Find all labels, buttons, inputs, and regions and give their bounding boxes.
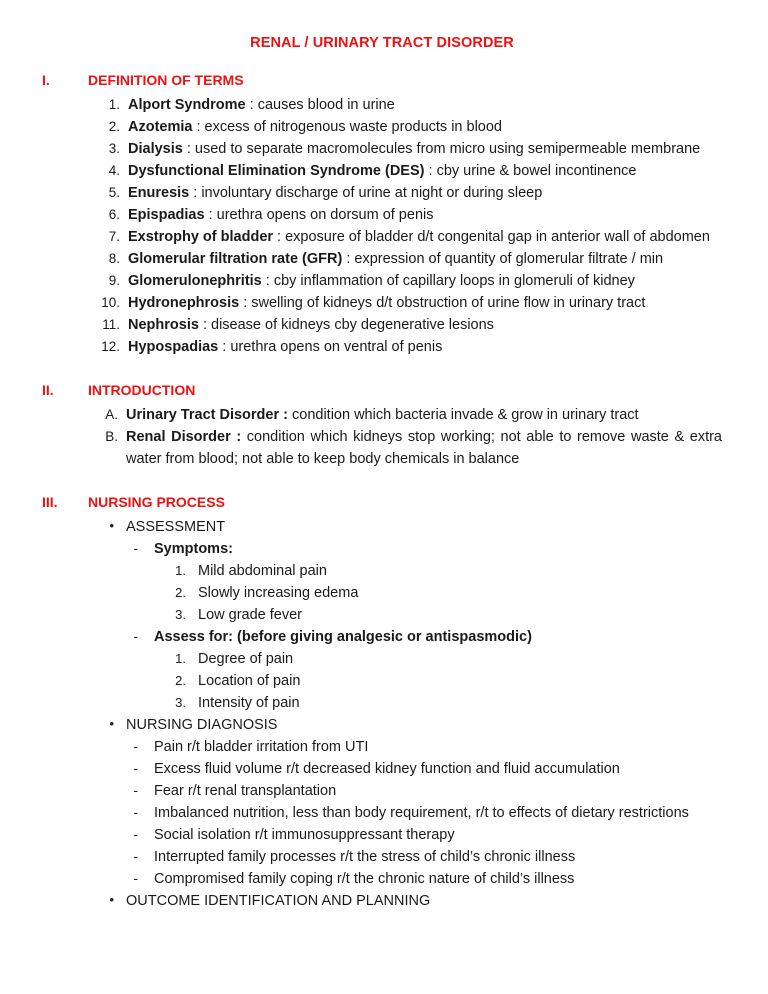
term-label: Nephrosis	[128, 317, 199, 334]
term-definition: : cby inflammation of capillary loops in glomeruli of kidney	[261, 273, 635, 290]
dash-item	[124, 824, 722, 846]
list-marker: 2.	[108, 118, 120, 134]
term-definition: : urethra opens on ventral of penis	[218, 339, 443, 356]
assessment-block	[92, 516, 722, 538]
list-item	[94, 248, 722, 270]
term-label: Alport Syndrome	[128, 96, 246, 113]
list-item-text	[128, 94, 722, 116]
list-item-text	[128, 138, 722, 160]
term-definition: : excess of nitrogenous waste products in blood	[192, 118, 502, 135]
list-marker: 3.	[108, 140, 120, 156]
section-nursing-process	[42, 492, 722, 912]
list-item-text	[126, 426, 722, 470]
list-item	[94, 116, 722, 138]
list-item	[94, 182, 722, 204]
list-item-text: Fear r/t renal transplantation	[154, 783, 337, 800]
list-item	[170, 582, 722, 604]
bullet-icon: •	[109, 892, 114, 908]
list-item	[94, 138, 722, 160]
list-item-text: Imbalanced nutrition, less than body requirement, r/t to effects of dietary restrictions	[154, 805, 689, 822]
list-marker: A.	[105, 406, 118, 422]
list-marker: 4.	[108, 162, 120, 178]
definition-terms-list	[94, 94, 722, 358]
nursing-diagnosis-block	[92, 714, 722, 736]
list-marker: 3.	[175, 694, 186, 710]
list-item	[94, 270, 722, 292]
section-number: II.	[42, 382, 54, 399]
list-item-text	[128, 182, 722, 204]
list-item-text	[128, 160, 722, 182]
list-item	[94, 226, 722, 248]
section-title: INTRODUCTION	[88, 382, 196, 399]
list-item	[94, 292, 722, 314]
dash-icon: -	[133, 827, 138, 843]
term-definition: condition which kidneys stop working; not able to remove waste & extra water from blood; not able to keep body chemicals in balance	[126, 428, 722, 467]
section-number: III.	[42, 493, 58, 510]
list-marker: 11.	[102, 317, 120, 333]
list-marker: 12.	[101, 339, 120, 355]
list-marker: 8.	[108, 251, 120, 267]
assess-for-group	[124, 626, 722, 648]
list-item-text: Compromised family coping r/t the chronic nature of child’s illness	[154, 871, 575, 888]
dash-icon: -	[133, 805, 138, 821]
bullet-icon: •	[109, 517, 114, 533]
list-item	[94, 336, 722, 358]
list-item	[94, 160, 722, 182]
list-item	[98, 404, 722, 426]
list-marker: 2.	[175, 584, 186, 600]
list-item-text	[128, 292, 722, 314]
dash-item	[124, 538, 722, 560]
dash-item	[124, 802, 722, 824]
list-marker: 2.	[175, 672, 186, 688]
term-label: Hydronephrosis	[128, 295, 240, 312]
section-title: DEFINITION OF TERMS	[88, 72, 244, 89]
term-definition: : exposure of bladder d/t congenital gap in anterior wall of abdomen	[273, 229, 710, 245]
dash-item	[124, 846, 722, 868]
list-item-text: Social isolation r/t immunosuppressant therapy	[154, 827, 455, 844]
term-label: Renal Disorder :	[126, 428, 242, 445]
list-item	[94, 94, 722, 116]
list-item	[170, 560, 722, 582]
term-definition: : used to separate macromolecules from micro using semipermeable membrane	[182, 140, 701, 157]
list-item	[170, 648, 722, 670]
dash-icon: -	[133, 761, 138, 776]
group-label	[154, 626, 722, 648]
term-label: Epispadias	[128, 206, 205, 223]
group-label-text: Symptoms:	[154, 540, 233, 557]
section-introduction	[42, 380, 722, 470]
bullet-item	[92, 890, 722, 912]
section-heading	[42, 492, 722, 514]
nursing-diagnosis-list	[124, 736, 722, 890]
term-label: Hypospadias	[128, 339, 219, 356]
outcome-block	[92, 890, 722, 912]
term-definition: condition which bacteria invade & grow in urinary tract	[287, 406, 639, 423]
term-label: Dialysis	[128, 140, 183, 157]
list-item-text	[128, 204, 722, 226]
term-definition: : swelling of kidneys d/t obstruction of urine flow in urinary tract	[239, 295, 646, 312]
list-item	[170, 604, 722, 626]
list-marker: 5.	[108, 184, 120, 200]
list-item-text: Slowly increasing edema	[198, 584, 359, 601]
list-item	[94, 314, 722, 336]
term-definition: : expression of quantity of glomerular filtrate / min	[342, 251, 664, 268]
list-item-text	[126, 404, 722, 426]
dash-item	[124, 868, 722, 890]
list-item-text: Low grade fever	[198, 606, 302, 623]
introduction-list	[98, 404, 722, 470]
dash-item	[124, 780, 722, 802]
list-marker: 6.	[108, 206, 120, 222]
section-title: NURSING PROCESS	[88, 493, 225, 510]
dash-item	[124, 736, 722, 758]
term-definition: : cby urine & bowel incontinence	[424, 162, 637, 179]
term-label: Azotemia	[128, 118, 193, 135]
bullet-item	[92, 516, 722, 538]
list-item-text: Interrupted family processes r/t the stress of child’s chronic illness	[154, 849, 576, 866]
dash-item	[124, 626, 722, 648]
list-marker: 3.	[175, 606, 186, 622]
list-marker: 1.	[175, 562, 186, 578]
section-heading	[42, 380, 722, 402]
list-marker: 1.	[108, 96, 120, 112]
list-item-text: Pain r/t bladder irritation from UTI	[154, 738, 369, 755]
list-item-text: Excess fluid volume r/t decreased kidney function and fluid accumulation	[154, 761, 620, 777]
term-label: Urinary Tract Disorder :	[126, 406, 288, 423]
dash-icon: -	[133, 871, 138, 887]
term-label: Dysfunctional Elimination Syndrome (DES)	[128, 162, 425, 179]
dash-icon: -	[133, 628, 138, 644]
bullet-icon: •	[109, 715, 114, 731]
assess-for-list	[170, 648, 722, 714]
outcome-label: OUTCOME IDENTIFICATION AND PLANNING	[126, 893, 431, 910]
symptoms-list	[170, 560, 722, 626]
nursing-diagnosis-label: NURSING DIAGNOSIS	[126, 716, 278, 733]
list-item	[170, 670, 722, 692]
group-label-text: Assess for: (before giving analgesic or antispasmodic)	[154, 628, 532, 645]
dash-icon: -	[133, 849, 138, 865]
dash-item	[124, 758, 722, 780]
list-item-text	[128, 336, 722, 358]
term-label: Enuresis	[128, 184, 190, 201]
list-item	[98, 426, 722, 470]
list-item	[94, 204, 722, 226]
list-item-text	[128, 248, 722, 270]
dash-icon: -	[133, 540, 138, 556]
symptoms-group	[124, 538, 722, 560]
term-definition: : disease of kidneys cby degenerative lesions	[198, 317, 494, 334]
term-label: Exstrophy of bladder	[128, 229, 274, 245]
page-title: RENAL / URINARY TRACT DISORDER	[250, 35, 514, 51]
list-marker: 7.	[108, 229, 120, 244]
list-item	[170, 692, 722, 714]
list-item-text: Intensity of pain	[198, 694, 300, 711]
dash-icon: -	[133, 738, 138, 754]
assessment-label: ASSESSMENT	[126, 518, 226, 535]
term-label: Glomerulonephritis	[128, 273, 262, 290]
list-marker: B.	[105, 428, 118, 444]
term-definition: : involuntary discharge of urine at night or during sleep	[189, 184, 543, 201]
term-definition: : urethra opens on dorsum of penis	[204, 206, 434, 223]
section-number: I.	[42, 72, 50, 89]
list-item-text	[128, 226, 722, 248]
section-heading	[42, 70, 722, 92]
list-item-text: Mild abdominal pain	[198, 562, 327, 579]
list-item-text	[128, 116, 722, 138]
list-item-text	[128, 270, 722, 292]
list-item-text	[128, 314, 722, 336]
list-item-text: Degree of pain	[198, 650, 294, 667]
list-item-text: Location of pain	[198, 672, 301, 689]
dash-icon: -	[133, 783, 138, 799]
list-marker: 9.	[108, 273, 120, 289]
bullet-item	[92, 714, 722, 736]
term-definition: : causes blood in urine	[245, 96, 395, 113]
section-definition-of-terms	[42, 70, 722, 358]
group-label	[154, 538, 722, 560]
list-marker: 10.	[101, 295, 120, 311]
term-label: Glomerular filtration rate (GFR)	[128, 251, 343, 268]
list-marker: 1.	[175, 650, 186, 666]
